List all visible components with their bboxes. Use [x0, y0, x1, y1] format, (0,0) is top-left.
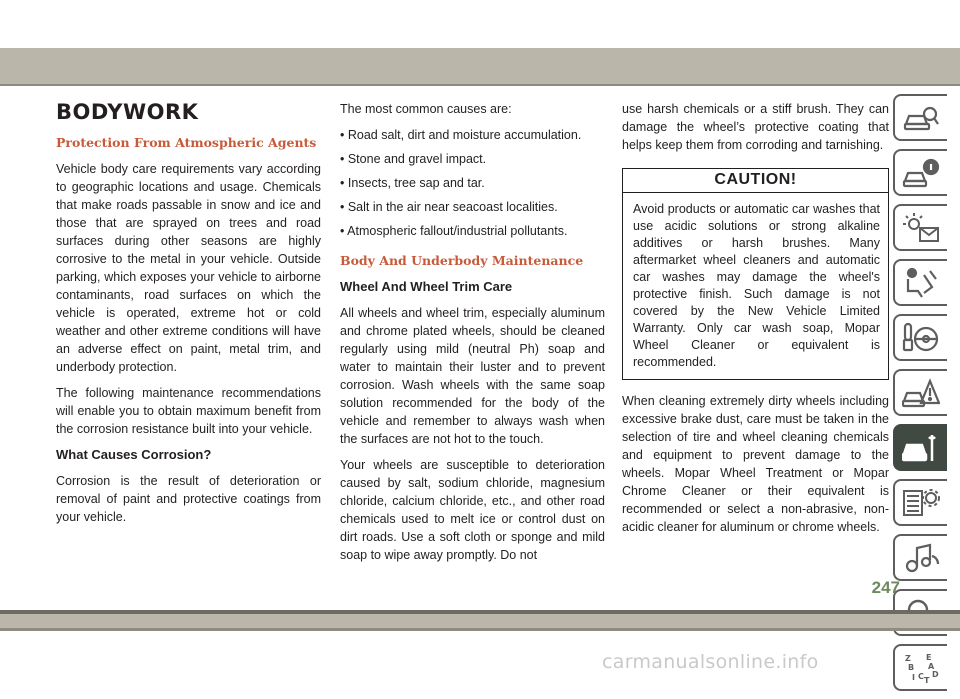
- paragraph: All wheels and wheel trim, especially aluminum and chrome plated wheels, should be cleaned regularly using mild (neutral Ph) soap and water to maintain their luster and to prevent corrosion. Wash wheels with the same soap solution recommended for the body of the vehicle and remember to always wash when the surfaces are not hot to the touch.: [340, 306, 605, 446]
- watermark: carmanualsonline.info: [602, 651, 819, 673]
- tab-specifications[interactable]: [893, 479, 947, 526]
- paragraph: use harsh chemicals or a stiff brush. They can damage the wheel’s protective coating that helps keep them from corroding and tarnishing.: [622, 102, 889, 152]
- tab-starting-operating[interactable]: [893, 314, 947, 361]
- bullet-item: • Insects, tree sap and tar.: [340, 176, 485, 190]
- column-middle: [340, 100, 605, 572]
- svg-text:E: E: [926, 652, 932, 662]
- heading: What Causes Corrosion?: [56, 447, 212, 462]
- caution-body: Avoid products or automatic car washes that use acidic solutions or strong alkaline additives or harsh brushes. Many aftermarket wheel cleaners and automatic car washes may damage the wheel's protective finish. Such damage is not covered by the New Vehicle Limited Warranty. Only car wash soap, Mopar Wheel Cleaner or equivalent is recommended.: [633, 202, 880, 369]
- car-wrench-icon: [902, 432, 940, 464]
- specs-gear-icon: [902, 487, 940, 519]
- car-info-icon: [902, 157, 940, 189]
- light-message-icon: [902, 212, 940, 244]
- caution-title: CAUTION!: [623, 169, 888, 193]
- subsection-title: Protection From Atmospheric Agents: [56, 135, 317, 150]
- paragraph: The following maintenance recommendations will enable you to obtain maximum benefit from the corrosion resistance built into your vehicle.: [56, 386, 321, 436]
- car-search-icon: [902, 102, 940, 134]
- caution-box: [622, 168, 889, 380]
- tab-car-search[interactable]: [893, 94, 947, 141]
- column-right: [622, 100, 889, 544]
- footer-band: [0, 614, 960, 628]
- bullet-item: • Road salt, dirt and moisture accumulation.: [340, 128, 582, 142]
- tab-multimedia[interactable]: [893, 534, 947, 581]
- svg-text:I: I: [912, 672, 915, 682]
- page-number: 247: [871, 578, 900, 597]
- heading: Wheel And Wheel Trim Care: [340, 279, 513, 294]
- header-band: [0, 48, 960, 84]
- chapter-tabs: [893, 94, 953, 699]
- header-rule: [0, 84, 960, 86]
- footer-rule-lower: [0, 628, 960, 631]
- airbag-seat-icon: [902, 267, 940, 299]
- svg-text:Z: Z: [905, 653, 911, 663]
- paragraph: Your wheels are susceptible to deterioration caused by salt, sodium chloride, magnesium chloride, calcium chloride, etc., and other road chemicals used to melt ice or control dust on dirt roads. Use a soft cloth or sponge and mild soap to wipe away promptly. Do not: [340, 458, 605, 562]
- tab-safety[interactable]: [893, 259, 947, 306]
- svg-text:B: B: [908, 662, 915, 672]
- paragraph: Corrosion is the result of deterioration or removal of paint and protective coatings from your vehicle.: [56, 474, 321, 524]
- svg-text:T: T: [924, 675, 930, 684]
- steering-key-icon: [902, 322, 940, 354]
- svg-text:D: D: [932, 669, 939, 679]
- tab-emergency[interactable]: [893, 369, 947, 416]
- tab-servicing-maintenance[interactable]: [893, 424, 947, 471]
- svg-text:C: C: [918, 671, 924, 681]
- tab-index[interactable]: [893, 644, 947, 691]
- music-nav-icon: [902, 542, 940, 574]
- paragraph: When cleaning extremely dirty wheels including excessive brake dust, care must be taken in the selection of tire and wheel cleaning chemicals and equipment to prevent damage to the wheels. Mopar Wheel Treatment or Mopar Chrome Cleaner or their equivalent is recommended or select a non-abrasive, non-acidic cleaner for aluminum or chrome wheels.: [622, 394, 889, 534]
- tab-car-info[interactable]: [893, 149, 947, 196]
- bullet-item: • Atmospheric fallout/industrial pollutants.: [340, 224, 568, 238]
- paragraph: The most common causes are:: [340, 102, 512, 116]
- bullet-item: • Stone and gravel impact.: [340, 152, 487, 166]
- tab-lights-messages[interactable]: [893, 204, 947, 251]
- car-warning-icon: [902, 377, 940, 409]
- subsection-title: Body And Underbody Maintenance: [340, 253, 584, 268]
- bullet-item: • Salt in the air near seacoast localities.: [340, 200, 558, 214]
- alphabet-index-icon: [902, 652, 940, 684]
- section-title: BODYWORK: [56, 100, 199, 124]
- column-left: [56, 100, 321, 534]
- paragraph: Vehicle body care requirements vary according to geographic locations and usage. Chemicals that make roads passable in snow and ice and those that are sprayed on trees and road surfaces during other seasons are highly corrosive to the metal in your vehicle. Outside parking, which exposes your vehicle to airborne contaminants, road surfaces on which the vehicle is operated, extreme hot or cold weather and other extreme conditions will have an adverse effect on paint, metal trim, and underbody protection.: [56, 162, 321, 374]
- svg-text:A: A: [928, 661, 935, 671]
